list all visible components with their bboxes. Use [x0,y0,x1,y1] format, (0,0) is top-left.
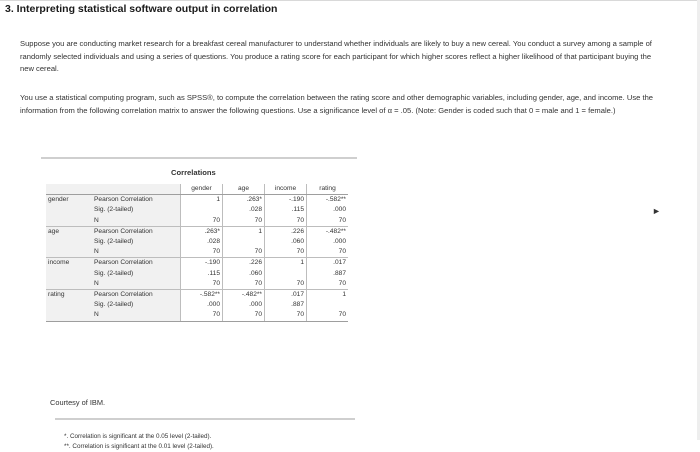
table-cell: 70 [223,216,265,227]
column-header [92,184,181,195]
table-row [46,247,348,258]
table-cell: 70 [223,247,265,258]
instructions-paragraph: You use a statistical computing program, such as SPSS®, to compute the correlation between the rating score and other demographic variables, including gender, age, and income. Use the information from the following correlation matrix to answer the following questions. Use a significance level of α = .05. (Note: Gender is coded such that 0 = male and 1 = female.) [20,93,654,115]
table-cell: -.582** [181,290,223,301]
table-row [46,290,348,301]
table-header-row [46,184,348,195]
table-cell: 70 [181,216,223,227]
table-cell: .000 [181,300,223,310]
table-cell: 1 [223,226,265,237]
table-row [46,310,348,321]
table-cell: .887 [265,300,307,310]
row-variable [46,279,92,290]
table-row [46,237,348,247]
column-header [46,184,92,195]
table-cell: 70 [265,216,307,227]
table-cell: 70 [307,247,349,258]
column-header: income [265,184,307,195]
table-cell: 1 [265,258,307,269]
row-variable [46,247,92,258]
row-variable [46,205,92,215]
table-cell: .263* [181,226,223,237]
table-cell: .263* [223,195,265,206]
row-statistic: Pearson Correlation [92,290,181,301]
row-statistic: Pearson Correlation [92,195,181,206]
table-cell: -.482** [223,290,265,301]
column-header: rating [307,184,349,195]
table-row [46,258,348,269]
table-cell: 70 [307,279,349,290]
table-cell: 70 [307,310,349,321]
row-variable: rating [46,290,92,301]
table-row [46,269,348,279]
table-cell: 70 [223,279,265,290]
correlation-matrix [46,184,348,322]
table-cell: .017 [265,290,307,301]
table-cell: 70 [265,310,307,321]
row-statistic: Sig. (2-tailed) [92,205,181,215]
table-cell [265,269,307,279]
figure-bottom-rule [55,418,355,420]
table-row [46,226,348,237]
row-statistic: N [92,247,181,258]
table-cell: 70 [223,310,265,321]
table-cell: 1 [307,290,349,301]
note-001: **. Correlation is significant at the 0.01 level (2-tailed). [64,443,214,450]
table-row [46,300,348,310]
row-variable [46,310,92,321]
row-variable [46,237,92,247]
table-cell: 70 [265,247,307,258]
table-cell: .060 [223,269,265,279]
table-cell: -.190 [265,195,307,206]
table-cell [223,237,265,247]
row-statistic: N [92,310,181,321]
row-variable [46,216,92,227]
arrow-right-icon: ► [652,206,661,216]
table-cell: .000 [307,205,349,215]
table-row [46,216,348,227]
question-title: 3. Interpreting statistical software output in correlation [5,3,278,15]
column-header: age [223,184,265,195]
row-statistic: Sig. (2-tailed) [92,237,181,247]
row-statistic: N [92,216,181,227]
row-statistic: N [92,279,181,290]
table-cell: .226 [223,258,265,269]
table-title: Correlations [171,168,216,177]
column-header: gender [181,184,223,195]
row-statistic: Pearson Correlation [92,258,181,269]
table-row [46,279,348,290]
table-cell: .887 [307,269,349,279]
row-variable: gender [46,195,92,206]
table-cell: 1 [181,195,223,206]
table-cell [181,205,223,215]
row-statistic: Pearson Correlation [92,226,181,237]
table-notes [64,432,214,452]
table-cell: -.190 [181,258,223,269]
table-cell: -.482** [307,226,349,237]
table-cell: 70 [181,279,223,290]
row-statistic: Sig. (2-tailed) [92,300,181,310]
table-cell: .028 [181,237,223,247]
table-cell: .017 [307,258,349,269]
row-variable [46,269,92,279]
row-variable: income [46,258,92,269]
table-cell: 70 [265,279,307,290]
table-cell: .060 [265,237,307,247]
table-cell: .028 [223,205,265,215]
table-cell: .115 [265,205,307,215]
table-cell: .000 [307,237,349,247]
row-statistic: Sig. (2-tailed) [92,269,181,279]
table-row [46,205,348,215]
figure-top-rule [41,157,357,159]
table-cell: .000 [223,300,265,310]
table-cell: .226 [265,226,307,237]
table-cell: 70 [307,216,349,227]
scenario-paragraph: Suppose you are conducting market research for a breakfast cereal manufacturer to understand whether individuals are likely to buy a new cereal. You conduct a survey among a sample of randomly selected individuals and using a series of questions. You produce a rating score for each participant for which higher scores reflect a higher likelihood of that participant buying the new cereal. [20,39,652,73]
top-divider [0,0,700,1]
table-cell: .115 [181,269,223,279]
table-cell: 70 [181,310,223,321]
table-cell [307,300,349,310]
table-cell: 70 [181,247,223,258]
courtesy-credit: Courtesy of IBM. [50,398,106,407]
note-005: *. Correlation is significant at the 0.05 level (2-tailed). [64,433,212,440]
table-cell: -.582** [307,195,349,206]
table-row [46,195,348,206]
row-variable: age [46,226,92,237]
row-variable [46,300,92,310]
